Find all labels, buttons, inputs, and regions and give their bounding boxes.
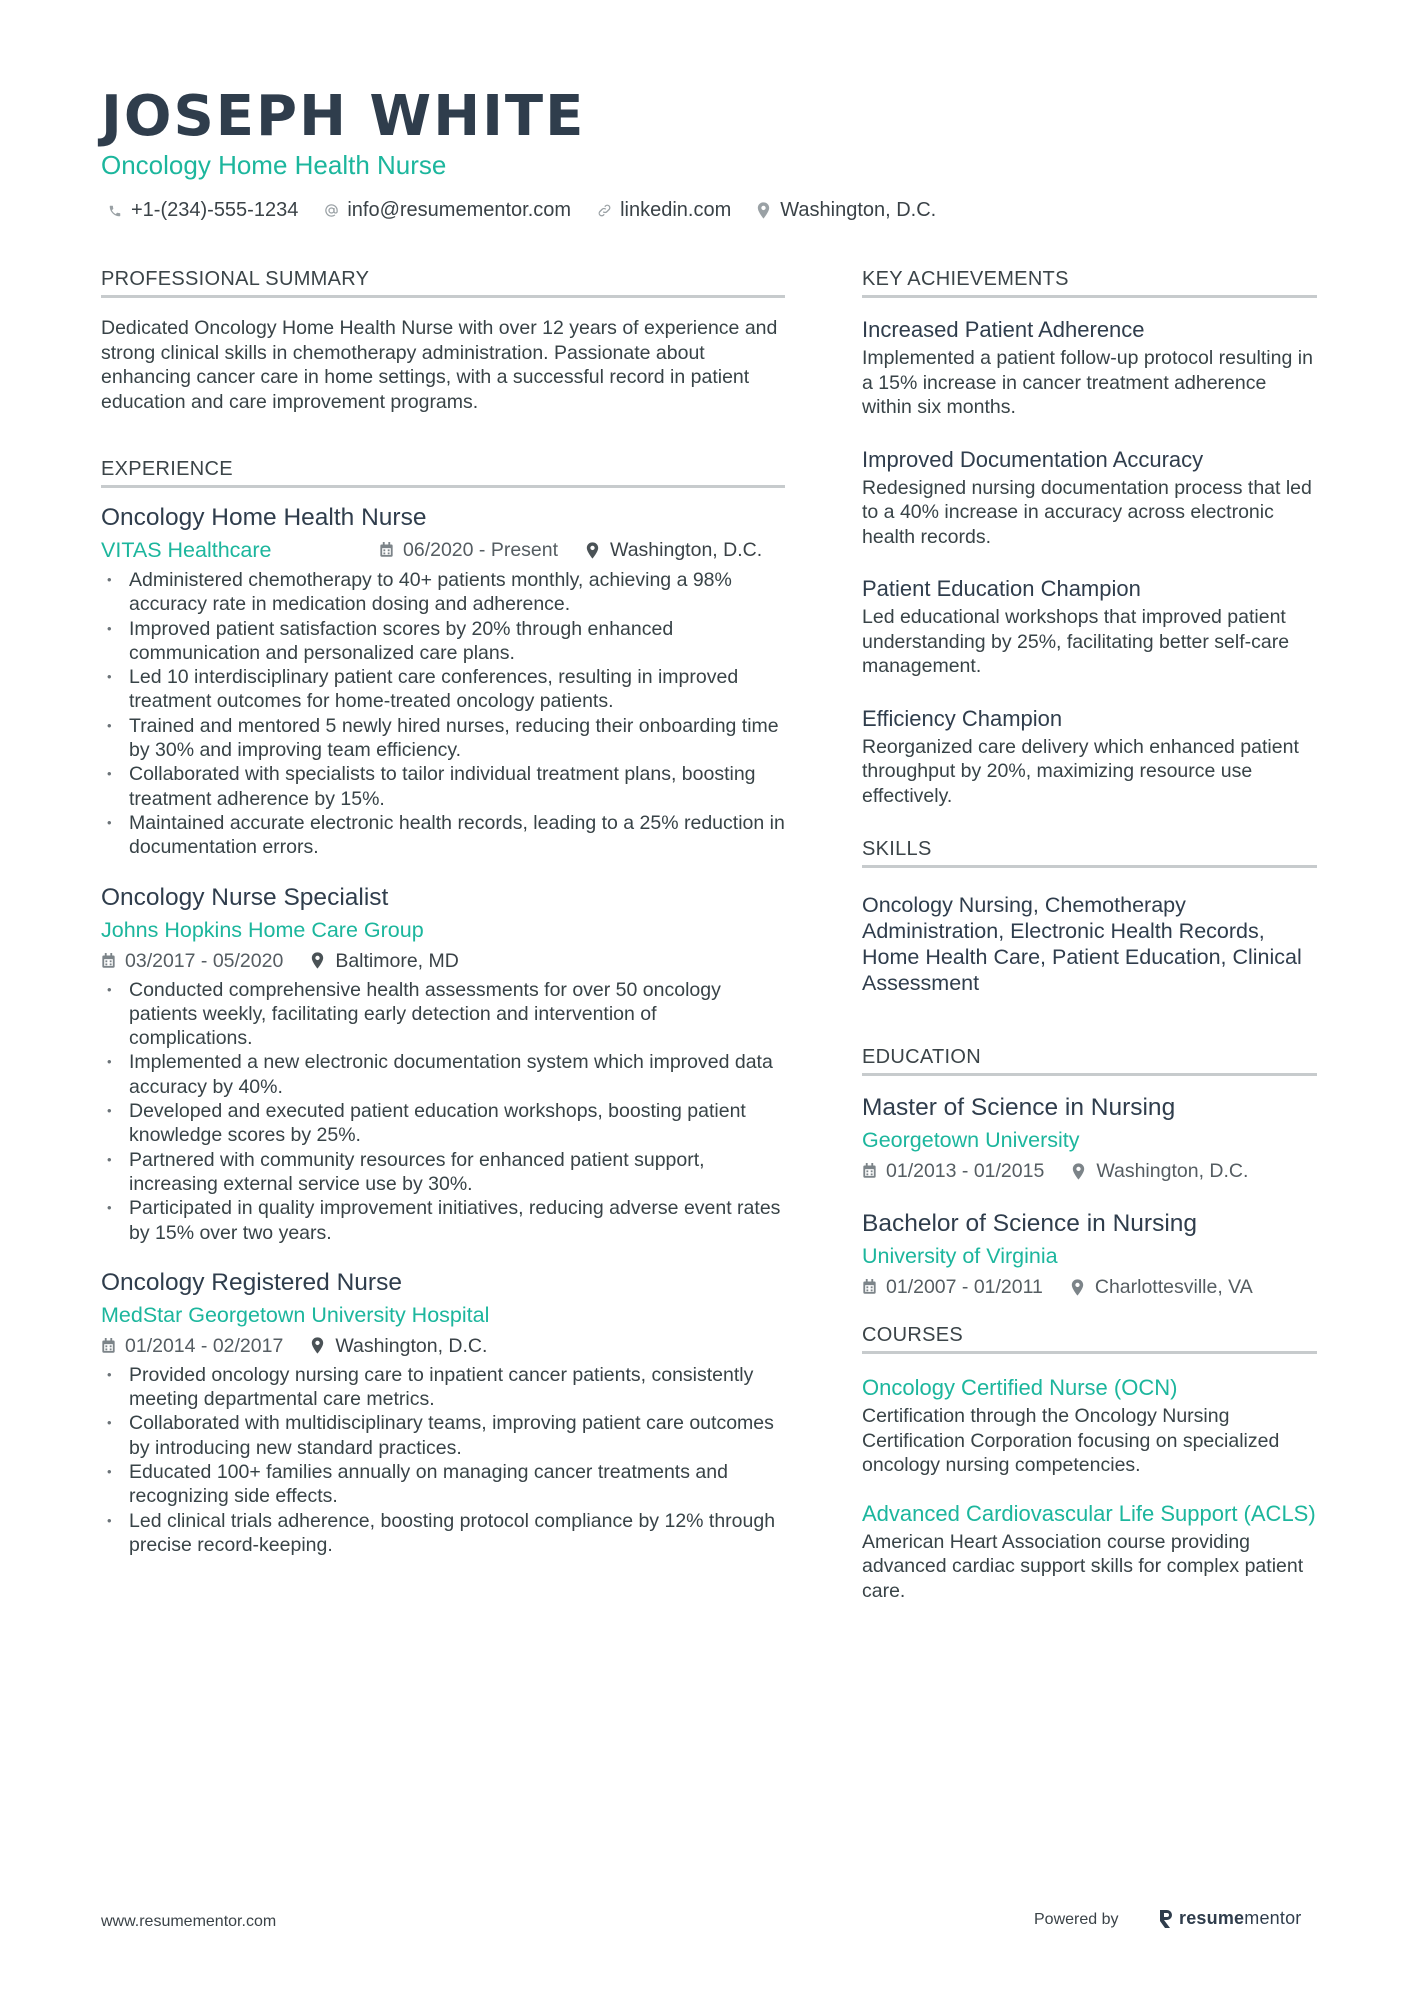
left-column	[101, 268, 785, 1579]
job-bullet: • Led 10 interdisciplinary patient care conferences, resulting in improved treatment outcomes for home-treated oncology patients.	[101, 665, 785, 714]
job-bullet: • Led clinical trials adherence, boosting protocol compliance by 12% through precise record-keeping.	[101, 1509, 785, 1558]
location-pin-icon	[1072, 1162, 1088, 1180]
job-company: Johns Hopkins Home Care Group	[101, 917, 424, 942]
skills-section	[862, 838, 1317, 996]
calendar-icon	[101, 1337, 117, 1355]
achievement-title: Efficiency Champion	[862, 705, 1063, 731]
job-company-row	[101, 534, 785, 566]
job-entry	[101, 882, 785, 1245]
education-item	[862, 1092, 1317, 1186]
job-entry	[101, 502, 785, 860]
footer-website-link[interactable]: www.resumementor.com	[101, 1913, 277, 1930]
experience-section	[101, 458, 785, 1557]
achievement-title: Increased Patient Adherence	[862, 317, 1145, 342]
achievement-item	[862, 314, 1317, 420]
education-dates-text: 01/2007 - 01/2011	[886, 1276, 1043, 1298]
achievement-desc: Led educational workshops that improved patient understanding by 25%, facilitating better self-care management.	[862, 606, 1290, 677]
job-bullet: • Developed and executed patient education workshops, boosting patient knowledge scores by 25%.	[101, 1099, 785, 1148]
skills-heading: SKILLS	[862, 838, 1317, 868]
achievement-item	[862, 703, 1317, 809]
achievement-item	[862, 573, 1317, 679]
job-company: VITAS Healthcare	[101, 538, 272, 562]
job-bullet: • Administered chemotherapy to 40+ patients monthly, achieving a 98% accuracy rate in medication dosing and adherence.	[101, 568, 785, 617]
education-degree: Master of Science in Nursing	[862, 1094, 1176, 1121]
achievement-title: Patient Education Champion	[862, 576, 1141, 601]
job-bullet: • Collaborated with specialists to tailor individual treatment plans, boosting treatment adherence by 15%.	[101, 762, 785, 811]
logo-text-bold: resume	[1179, 1908, 1245, 1928]
contact-location	[757, 199, 936, 222]
job-bullet: • Conducted comprehensive health assessments for over 50 oncology patients weekly, facilitating early detection and intervention of complications.	[101, 978, 785, 1051]
job-bullet: • Educated 100+ families annually on managing cancer treatments and recognizing side effects.	[101, 1460, 785, 1509]
courses-section	[862, 1324, 1317, 1603]
summary-text: Dedicated Oncology Home Health Nurse with over 12 years of experience and strong clinical skills in chemotherapy administration. Passionate about enhancing cancer care in home settings, with a successful record in patient education and care improvement programs.	[101, 317, 778, 413]
course-desc: American Heart Association course providing advanced cardiac support skills for complex patient care.	[862, 1530, 1304, 1602]
education-degree: Bachelor of Science in Nursing	[862, 1210, 1198, 1237]
contact-linkedin[interactable]	[597, 199, 731, 222]
course-item	[862, 1500, 1317, 1604]
resumementor-logo-text	[1179, 1908, 1301, 1929]
contact-phone-text: +1-(234)-555-1234	[131, 199, 299, 221]
phone-icon	[108, 202, 124, 220]
education-dates	[862, 1156, 1044, 1186]
achievement-desc: Implemented a patient follow-up protocol resulting in a 15% increase in cancer treatment adherence within six months.	[862, 347, 1313, 418]
calendar-icon	[101, 952, 117, 970]
education-dates	[862, 1272, 1043, 1302]
job-meta-row	[101, 946, 785, 976]
link-icon	[597, 202, 613, 220]
education-meta-row	[862, 1272, 1317, 1302]
job-entry	[101, 1267, 785, 1557]
achievement-desc: Reorganized care delivery which enhanced patient throughput by 20%, maximizing resource use effectively.	[862, 735, 1299, 807]
location-pin-icon	[311, 952, 327, 970]
job-location-text: Washington, D.C.	[610, 538, 763, 561]
job-bullet: • Participated in quality improvement initiatives, reducing adverse event rates by 15% over two years.	[101, 1196, 785, 1245]
candidate-name: JOSEPH WHITE	[101, 84, 586, 149]
job-bullets	[101, 978, 785, 1245]
achievements-section	[862, 268, 1317, 808]
at-icon	[324, 202, 340, 220]
job-dates	[101, 946, 283, 976]
contact-location-text: Washington, D.C.	[780, 199, 937, 221]
calendar-icon	[862, 1162, 878, 1180]
summary-heading: PROFESSIONAL SUMMARY	[101, 268, 785, 298]
job-location	[586, 539, 762, 562]
contact-linkedin-text: linkedin.com	[620, 199, 732, 221]
summary-section	[101, 268, 785, 414]
job-dates	[379, 539, 558, 562]
logo-text-light: mentor	[1244, 1908, 1302, 1928]
education-location	[1071, 1272, 1253, 1302]
education-location-text: Charlottesville, VA	[1094, 1276, 1253, 1298]
contact-email[interactable]	[324, 199, 571, 222]
skills-text: Oncology Nursing, Chemotherapy Administration, Electronic Health Records, Home Health Care, Patient Education, Clinical Assessment	[862, 893, 1302, 995]
courses-heading: COURSES	[862, 1324, 1317, 1354]
location-pin-icon	[757, 202, 773, 220]
contact-email-text: info@resumementor.com	[347, 199, 572, 221]
job-location-text: Baltimore, MD	[335, 949, 459, 972]
education-item	[862, 1208, 1317, 1302]
contact-bar	[108, 199, 962, 222]
course-title: Advanced Cardiovascular Life Support (ACLS)	[862, 1500, 1316, 1526]
job-bullet: • Partnered with community resources for enhanced patient support, increasing external service use by 30%.	[101, 1148, 785, 1197]
contact-phone[interactable]	[108, 199, 298, 222]
calendar-icon	[379, 541, 395, 559]
job-bullet: • Trained and mentored 5 newly hired nurses, reducing their onboarding time by 30% and improving team efficiency.	[101, 714, 785, 763]
job-title: Oncology Registered Nurse	[101, 1268, 402, 1296]
job-bullets	[101, 568, 785, 860]
resumementor-logo-icon	[1158, 1909, 1174, 1929]
job-bullet: • Maintained accurate electronic health records, leading to a 25% reduction in documentation errors.	[101, 811, 785, 860]
achievement-title: Improved Documentation Accuracy	[862, 446, 1204, 472]
job-dates	[101, 1331, 283, 1361]
job-bullet: • Collaborated with multidisciplinary teams, improving patient care outcomes by introducing new standard practices.	[101, 1411, 785, 1460]
education-dates-text: 01/2013 - 01/2015	[886, 1160, 1045, 1182]
education-location	[1072, 1156, 1248, 1186]
job-location-text: Washington, D.C.	[335, 1334, 488, 1357]
job-title: Oncology Home Health Nurse	[101, 504, 427, 531]
job-dates-text: 06/2020 - Present	[403, 538, 559, 561]
achievement-item	[862, 444, 1317, 550]
education-school: University of Virginia	[862, 1244, 1058, 1268]
right-column	[862, 268, 1317, 1625]
education-section	[862, 1046, 1317, 1302]
education-meta-row	[862, 1156, 1317, 1186]
job-bullets	[101, 1363, 785, 1557]
location-pin-icon	[311, 1337, 327, 1355]
education-school: Georgetown University	[862, 1128, 1080, 1152]
job-bullet: • Provided oncology nursing care to inpatient cancer patients, consistently meeting departmental care metrics.	[101, 1363, 785, 1412]
education-heading: EDUCATION	[862, 1046, 1317, 1076]
achievements-heading: KEY ACHIEVEMENTS	[862, 268, 1317, 298]
experience-heading: EXPERIENCE	[101, 458, 785, 488]
calendar-icon	[862, 1278, 878, 1296]
location-pin-icon	[586, 541, 602, 559]
course-title: Oncology Certified Nurse (OCN)	[862, 1375, 1178, 1400]
job-title: Oncology Nurse Specialist	[101, 883, 389, 911]
job-bullet: • Implemented a new electronic documentation system which improved data accuracy by 40%.	[101, 1050, 785, 1099]
education-location-text: Washington, D.C.	[1096, 1160, 1249, 1182]
job-location	[311, 1331, 487, 1361]
job-bullet: • Improved patient satisfaction scores by 20% through enhanced communication and personalized care plans.	[101, 617, 785, 666]
resumementor-logo[interactable]	[1158, 1908, 1301, 1929]
job-dates-text: 01/2014 - 02/2017	[125, 1334, 284, 1357]
job-meta-row	[101, 1331, 785, 1361]
course-item	[862, 1374, 1317, 1478]
achievement-desc: Redesigned nursing documentation process that led to a 40% increase in accuracy across electronic health records.	[862, 476, 1312, 548]
job-dates-text: 03/2017 - 05/2020	[125, 949, 284, 972]
course-desc: Certification through the Oncology Nursing Certification Corporation focusing on specialized oncology nursing competencies.	[862, 1405, 1280, 1476]
job-company: MedStar Georgetown University Hospital	[101, 1302, 490, 1327]
footer-powered-by: Powered by	[1034, 1911, 1119, 1928]
location-pin-icon	[1071, 1278, 1087, 1296]
candidate-headline: Oncology Home Health Nurse	[101, 150, 447, 180]
job-location	[311, 946, 459, 976]
